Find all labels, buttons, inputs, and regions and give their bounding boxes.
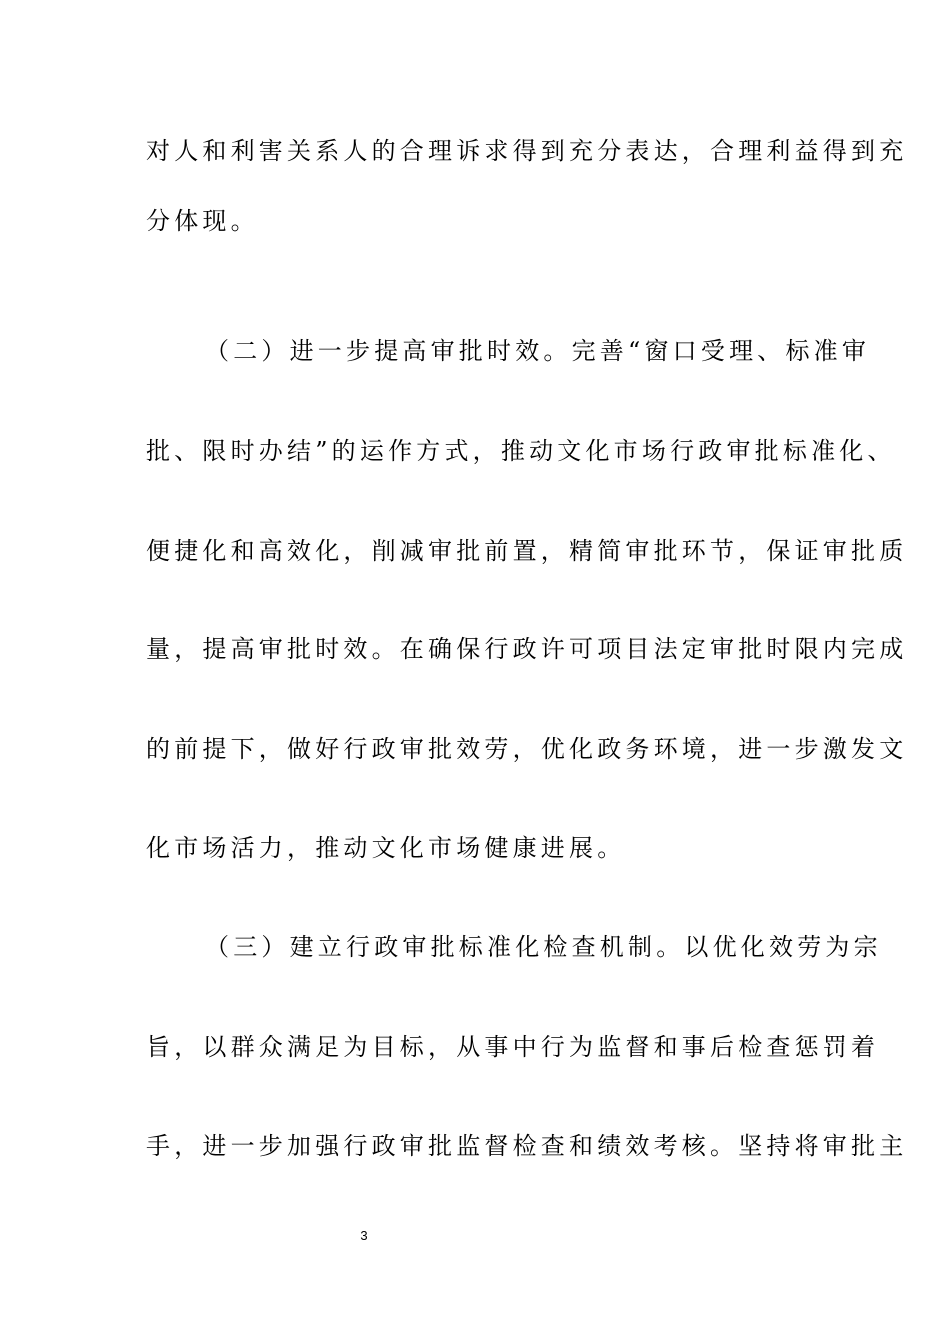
text-line-1: 对人和利害关系人的合理诉求得到充分表达，合理利益得到充 xyxy=(146,137,908,165)
text-line-6: 量，提高审批时效。在确保行政许可项目法定审批时限内完成 xyxy=(146,635,908,663)
text-line-2: 分体现。 xyxy=(146,207,259,235)
text-line-7: 的前提下，做好行政审批效劳，优化政务环境，进一步激发文 xyxy=(146,735,908,763)
text-line-10: 旨，以群众满足为目标，从事中行为监督和事后检查惩罚着 xyxy=(146,1033,880,1061)
text-line-5: 便捷化和高效化，削减审批前置，精简审批环节，保证审批质 xyxy=(146,537,908,565)
text-line-4: 批、限时办结”的运作方式，推动文化市场行政审批标准化、 xyxy=(146,437,896,465)
page-number: 3 xyxy=(360,1228,368,1243)
text-line-11: 手，进一步加强行政审批监督检查和绩效考核。坚持将审批主 xyxy=(146,1132,908,1160)
text-line-9: （三）建立行政审批标准化检查机制。以优化效劳为宗 xyxy=(205,933,882,961)
text-line-3: （二）进一步提高审批时效。完善“窗口受理、标准审 xyxy=(205,337,871,365)
text-line-8: 化市场活力，推动文化市场健康进展。 xyxy=(146,834,626,862)
